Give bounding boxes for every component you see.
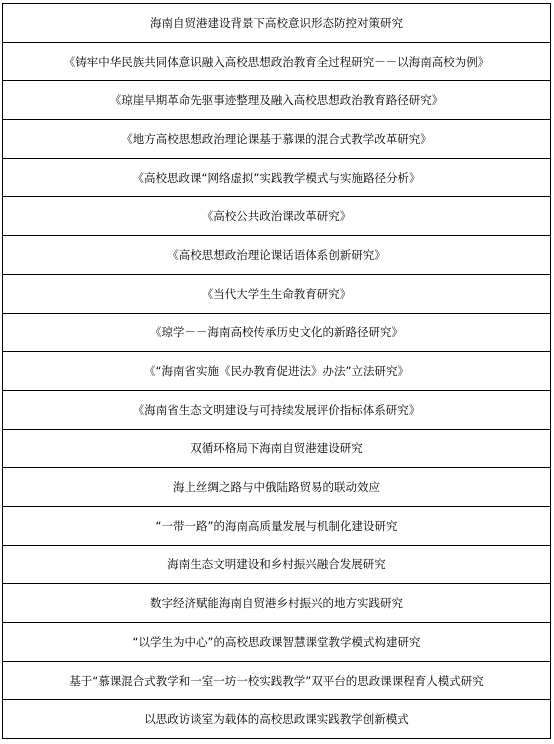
topic-cell: 海南自贸港建设背景下高校意识形态防控对策研究: [3, 4, 550, 42]
table-row: [3, 313, 550, 352]
topic-cell: 数字经济赋能海南自贸港乡村振兴的地方实践研究: [3, 584, 550, 623]
table-row: [3, 661, 550, 700]
table-row: [3, 506, 550, 545]
topic-cell: 双循环格局下海南自贸港建设研究: [3, 429, 550, 468]
table-row: [3, 197, 550, 236]
table-row: [3, 545, 550, 584]
table-row: [3, 429, 550, 468]
table-row: [3, 158, 550, 197]
topic-cell: 海南生态文明建设和乡村振兴融合发展研究: [3, 545, 550, 584]
table-row: [3, 390, 550, 429]
table-row: [3, 700, 550, 738]
topic-cell: 《琼崖早期革命先驱事迹整理及融入高校思想政治教育路径研究》: [3, 81, 550, 120]
table-row: [3, 236, 550, 275]
topic-cell: 《高校思政课“网络虚拟”实践教学模式与实施路径分析》: [3, 158, 550, 197]
table-row: [3, 120, 550, 159]
topic-cell: 《“海南省实施《民办教育促进法》办法”立法研究》: [3, 352, 550, 391]
topic-cell: 《琼学－－海南高校传承历史文化的新路径研究》: [3, 313, 550, 352]
topic-cell: 海上丝绸之路与中俄陆路贸易的联动效应: [3, 468, 550, 507]
topic-cell: 《地方高校思想政治理论课基于慕课的混合式教学改革研究》: [3, 120, 550, 159]
topic-cell: “一带一路”的海南高质量发展与机制化建设研究: [3, 506, 550, 545]
table-row: [3, 468, 550, 507]
table-row: [3, 352, 550, 391]
topic-cell: 《高校思想政治理论课话语体系创新研究》: [3, 236, 550, 275]
topics-table: [3, 4, 550, 738]
topic-cell: 以思政访谈室为载体的高校思政课实践教学创新模式: [144, 712, 409, 727]
topic-cell: 《当代大学生生命教育研究》: [3, 274, 550, 313]
research-topics-table: [2, 3, 551, 739]
topic-cell: 《海南省生态文明建设与可持续发展评价指标体系研究》: [3, 390, 550, 429]
table-row: [3, 623, 550, 662]
topic-cell: 基于“慕课混合式教学和一室一坊一校实践教学”双平台的思政课课程育人模式研究: [3, 661, 550, 700]
table-row: [3, 584, 550, 623]
topic-cell: 《铸牢中华民族共同体意识融入高校思想政治教育全过程研究－－以海南高校为例》: [3, 42, 550, 81]
table-row: [3, 42, 550, 81]
topic-cell: 《高校公共政治课改革研究》: [3, 197, 550, 236]
table-row: [3, 4, 550, 42]
table-row: [3, 274, 550, 313]
topic-cell: “以学生为中心”的高校思政课智慧课堂教学模式构建研究: [3, 623, 550, 662]
table-row: [3, 81, 550, 120]
